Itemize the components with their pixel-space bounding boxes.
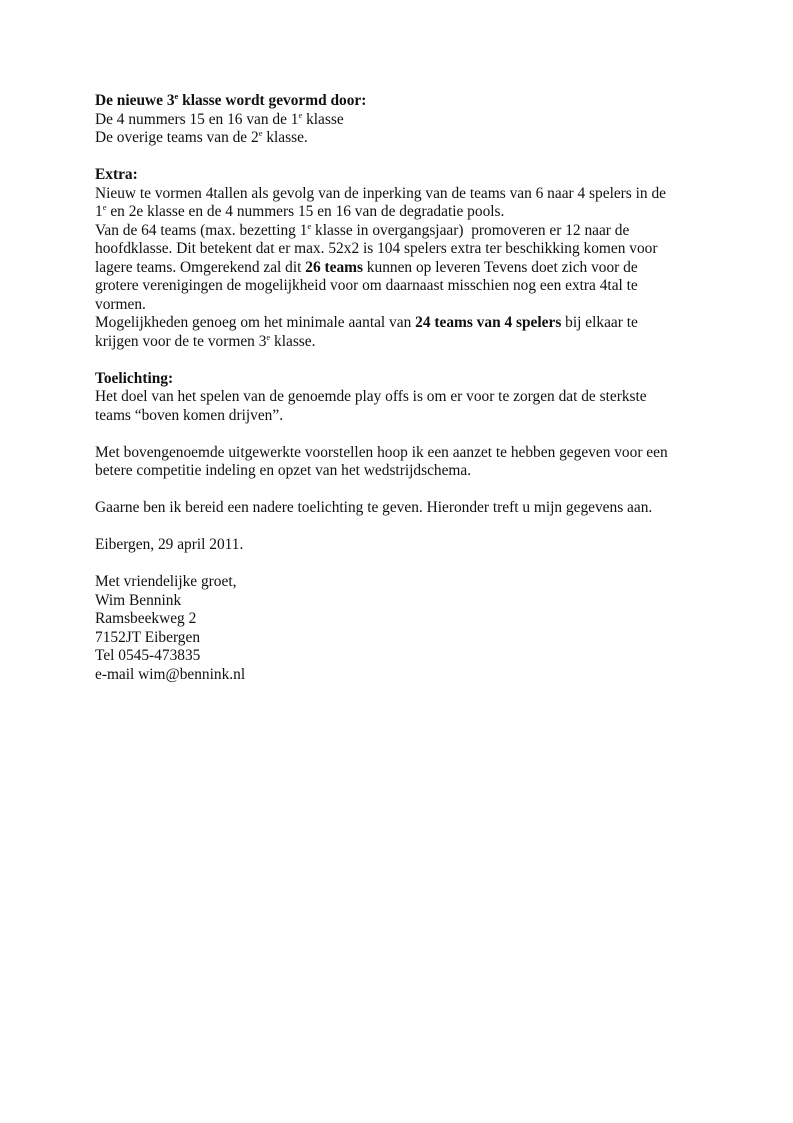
text-line [95,222,705,241]
text: bij elkaar te [561,314,638,331]
text: De overige teams van de 2 [95,129,259,146]
date-line: Eibergen, 29 april 2011. [95,536,244,553]
phone: Tel 0545-473835 [95,647,201,664]
text-line: Met bovengenoemde uitgewerkte voorstellen hoop ik een aanzet te hebben gegeven voor een [95,443,668,461]
blank-line [95,425,705,444]
section-heading-toelichting: Toelichting: [95,369,174,387]
text: klasse. [270,332,316,350]
text-line: Nieuw te vormen 4tallen als gevolg van de inperking van de teams van 6 naar 4 spelers in de [95,184,666,202]
text-line [95,314,705,333]
text-line: hoofdklasse. Dit betekent dat er max. 52x2 is 104 spelers extra ter beschikking komen voor [95,240,658,257]
superscript: e [258,128,263,138]
signature-name: Wim Bennink [95,591,182,609]
text: kunnen op leveren Tevens doet zich voor de [362,258,638,276]
text-line: Gaarne ben ik bereid een nadere toelichting te geven. Hieronder treft u mijn gegevens aan. [95,499,653,516]
superscript: e [102,202,107,212]
closing: Met vriendelijke groet, [95,573,237,590]
text-line: betere competitie indeling en opzet van het wedstrijdschema. [95,462,472,479]
text: Van de 64 teams (max. bezetting 1 [95,221,308,239]
section-heading-extra: Extra: [95,166,138,183]
heading-text: klasse wordt gevormd door: [178,92,367,109]
superscript: e [298,109,303,120]
section-heading-new-3rd-class [95,92,705,111]
text-line: grotere verenigingen de mogelijkheid voor om daarnaast misschien nog een extra 4tal te [95,277,638,294]
address-street: Ramsbeekweg 2 [95,610,197,627]
blank-line [95,351,705,370]
text-line [95,333,705,352]
emphasis-24-teams: 24 teams van 4 spelers [415,314,562,331]
email: e-mail wim@bennink.nl [95,665,246,683]
blank-line [95,148,705,167]
document-page [95,92,705,684]
text-line [95,203,705,222]
text: Mogelijkheden genoeg om het minimale aantal van [95,314,416,331]
text-line: vormen. [95,295,146,313]
heading-text: De nieuwe 3 [95,92,175,109]
superscript: e [307,220,312,231]
emphasis-26-teams: 26 teams [305,258,363,276]
text-line: Het doel van het spelen van de genoemde play offs is om er voor te zorgen dat de sterkste [95,388,647,405]
text-line [95,259,705,278]
text-line [95,129,705,148]
text-line [95,111,705,130]
text: krijgen voor de te vormen 3 [95,332,267,350]
blank-line [95,555,705,574]
text: klasse in overgangsjaar) promoveren er 12 naar de [311,221,630,239]
blank-line [95,481,705,500]
text: 1 [95,203,103,220]
text: De 4 nummers 15 en 16 van de 1 [95,110,299,128]
text: lagere teams. Omgerekend zal dit [95,258,306,276]
text-line: teams “boven komen drijven”. [95,406,284,424]
superscript: e [174,91,179,101]
text: klasse [302,110,344,128]
superscript: e [266,331,271,342]
text: klasse. [262,129,308,146]
address-city: 7152JT Eibergen [95,628,201,646]
text: en 2e klasse en de 4 nummers 15 en 16 van de degradatie pools. [106,203,505,220]
blank-line [95,518,705,537]
